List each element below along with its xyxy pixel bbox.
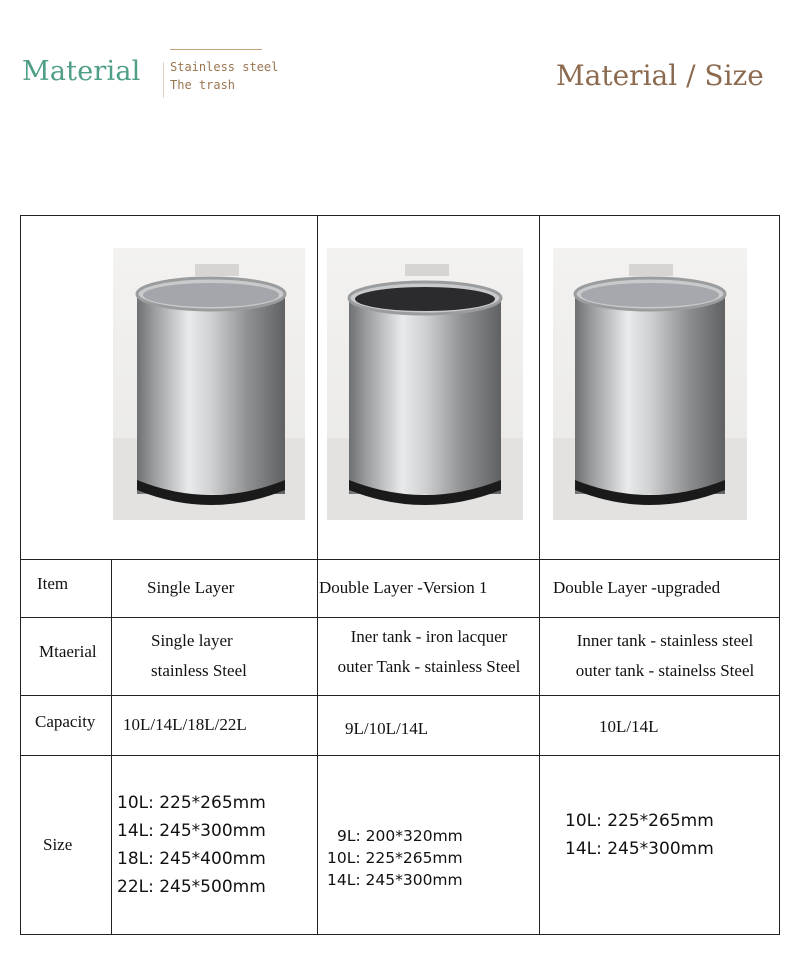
spec-table [20,215,780,935]
tagline-line-1: Stainless steel [170,60,279,74]
material-cell-3 [551,617,779,695]
size-line: 22L: 245*500mm [117,877,266,897]
material-cell-2 [319,617,539,695]
size-line: 14L: 245*300mm [327,871,463,889]
size-cell-3 [565,755,779,935]
trash-can-icon [113,248,305,520]
capacity-value: 10L/14L [599,717,659,736]
capacity-cell-1 [123,695,317,755]
capacity-value: 10L/14L/18L/22L [123,715,247,734]
brand-title: Material [22,56,141,87]
size-line: 14L: 245*300mm [117,821,266,841]
trash-can-icon [553,248,747,520]
product-photo-double-layer-upgraded [553,248,747,520]
material-cell-1 [151,617,317,695]
item-cell-3 [553,559,779,617]
row-label-size [43,755,111,935]
row-label-material-text: Mtaerial [39,642,97,661]
size-line: 18L: 245*400mm [117,849,266,869]
item-cell-1 [147,559,317,617]
trash-can-icon [327,248,523,520]
size-line: 10L: 225*265mm [117,793,266,813]
grid-line [539,216,540,935]
material-line: stainless Steel [151,661,247,680]
capacity-cell-2 [345,695,539,755]
size-line: 9L: 200*320mm [337,827,463,845]
row-label-capacity-text: Capacity [35,712,96,731]
item-value: Double Layer -upgraded [553,578,721,597]
product-photo-single-layer [113,248,305,520]
size-cell-1 [117,755,317,935]
product-photo-double-layer-v1 [327,248,523,520]
capacity-value: 9L/10L/14L [345,719,429,738]
row-label-item-text: Item [37,574,69,593]
size-line: 14L: 245*300mm [565,839,714,859]
material-line: outer tank - stainelss Steel [575,661,755,680]
size-line: 10L: 225*265mm [565,811,714,831]
size-line: 10L: 225*265mm [327,849,463,867]
material-line: Single layer [151,631,233,650]
grid-line [317,216,318,935]
row-label-item [37,559,111,617]
tagline-divider [170,49,262,50]
row-label-material [39,617,111,695]
material-line: Inner tank - stainless steel [576,631,754,650]
section-title: Material / Size [556,59,764,92]
tagline-line-2: The trash [170,78,236,92]
material-line: Iner tank - iron lacquer [350,627,508,646]
grid-line [111,559,112,935]
tagline-vertical-divider [163,62,164,98]
item-value: Single Layer [147,578,235,597]
size-cell-2 [327,755,539,935]
row-label-size-text: Size [43,835,73,854]
item-value: Double Layer -Version 1 [319,578,488,597]
capacity-cell-3 [599,695,779,755]
material-line: outer Tank - stainless Steel [337,657,521,676]
row-label-capacity [35,695,111,755]
item-cell-2 [319,559,539,617]
